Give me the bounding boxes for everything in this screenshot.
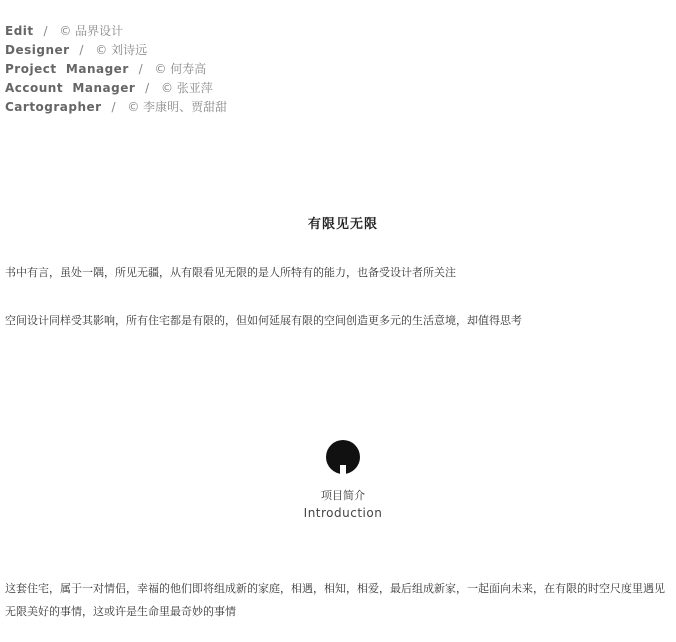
credit-row-account-manager [5,79,227,98]
credit-role: Project Manager [5,62,129,76]
credit-separator: / [145,81,150,95]
credit-separator: / [111,100,116,114]
credit-name: © 刘诗远 [95,43,148,57]
story-paragraph: 这套住宅，属于一对情侣，幸福的他们即将组成新的家庭，相遇，相知，相爱，最后组成新家，一起面向未来，在有限的时空尺度里遇见无限美好的事情，这或许是生命里最奇妙的事情 [5,582,665,618]
credit-name: © 张亚萍 [160,81,213,95]
article-title: 有限见无限 [307,217,378,232]
credit-role: Account Manager [5,81,136,95]
section-label-cn: 项目简介 [321,489,365,502]
credit-role: Cartographer [5,100,102,114]
credit-role: Designer [5,43,70,57]
credits-block [5,22,227,117]
credit-separator: / [43,24,48,38]
introduction-badge-icon [326,440,360,474]
article-paragraph: 空间设计同样受其影响，所有住宅都是有限的，但如何延展有限的空间创造更多元的生活意境，却值得思考 [5,314,522,327]
credit-row-designer [5,41,227,60]
credit-separator: / [138,62,143,76]
credit-row-cartographer [5,98,227,117]
credit-row-project-manager [5,60,227,79]
credit-name: © 品界设计 [59,24,124,38]
credit-role: Edit [5,24,34,38]
section-label-en: Introduction [303,506,383,520]
credit-row-edit [5,22,227,41]
credit-name: © 李康明、贾甜甜 [127,100,228,114]
credit-name: © 何寿高 [154,62,207,76]
article-paragraph: 书中有言，虽处一隅，所见无疆，从有限看见无限的是人所特有的能力，也备受设计者所关注 [5,266,456,279]
credit-separator: / [79,43,84,57]
